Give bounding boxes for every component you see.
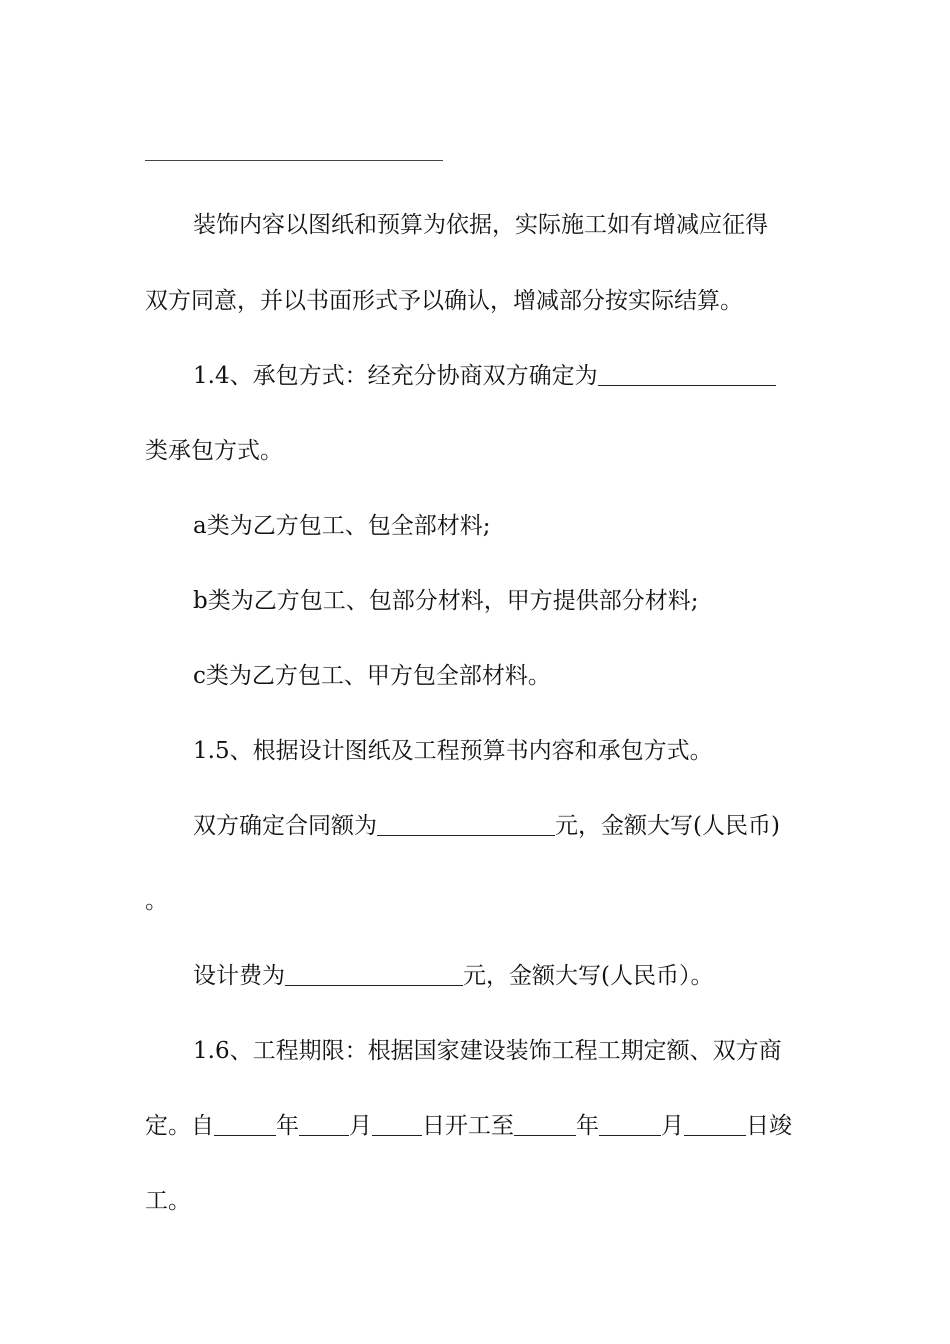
design-fee-line: [193, 961, 810, 991]
contract-amount-label: 双方确定合同额为: [193, 813, 377, 839]
clause-1-4-text: 1.4、承包方式：经充分协商双方确定为: [193, 363, 598, 389]
list-item-a: a类为乙方包工、包全部材料;: [193, 513, 491, 539]
contract-amount-blank: [377, 813, 555, 836]
end-day-blank: [684, 1113, 746, 1136]
start-day-label: 日开工至: [422, 1113, 514, 1139]
contract-amount-line2: 。: [145, 888, 168, 914]
paragraph-decoration-line1: 装饰内容以图纸和预算为依据，实际施工如有增减应征得: [193, 212, 768, 238]
start-year-label: 年: [276, 1113, 299, 1139]
end-day-label: 日竣: [746, 1113, 792, 1139]
clause-1-4-line2: 类承包方式。: [145, 438, 283, 464]
start-label: 定。自: [145, 1113, 214, 1139]
contract-amount-suffix: 元，金额大写(人民币): [555, 813, 780, 839]
clause-1-4-line1: [193, 361, 810, 391]
list-item-b: b类为乙方包工、包部分材料，甲方提供部分材料;: [193, 588, 699, 614]
paragraph-decoration-line2: 双方同意，并以书面形式予以确认，增减部分按实际结算。: [145, 288, 743, 314]
start-month-label: 月: [349, 1113, 372, 1139]
clause-1-6-line3: 工。: [145, 1188, 191, 1214]
start-month-blank: [299, 1113, 349, 1136]
end-month-blank: [599, 1113, 661, 1136]
contract-amount-line: [193, 811, 810, 841]
start-year-blank: [214, 1113, 276, 1136]
start-day-blank: [372, 1113, 422, 1136]
design-fee-suffix: 元，金额大写(人民币）。: [463, 963, 714, 989]
clause-1-6-line2: [145, 1111, 810, 1141]
clause-1-5: 1.5、根据设计图纸及工程预算书内容和承包方式。: [193, 738, 713, 764]
end-year-blank: [514, 1113, 576, 1136]
contract-type-blank: [598, 363, 776, 386]
design-fee-blank: [285, 963, 463, 986]
clause-1-6-line1: 1.6、工程期限：根据国家建设装饰工程工期定额、双方商: [193, 1038, 782, 1064]
end-year-label: 年: [576, 1113, 599, 1139]
top-blank-rule: [145, 160, 443, 161]
end-month-label: 月: [661, 1113, 684, 1139]
list-item-c: c类为乙方包工、甲方包全部材料。: [193, 663, 551, 689]
design-fee-label: 设计费为: [193, 963, 285, 989]
